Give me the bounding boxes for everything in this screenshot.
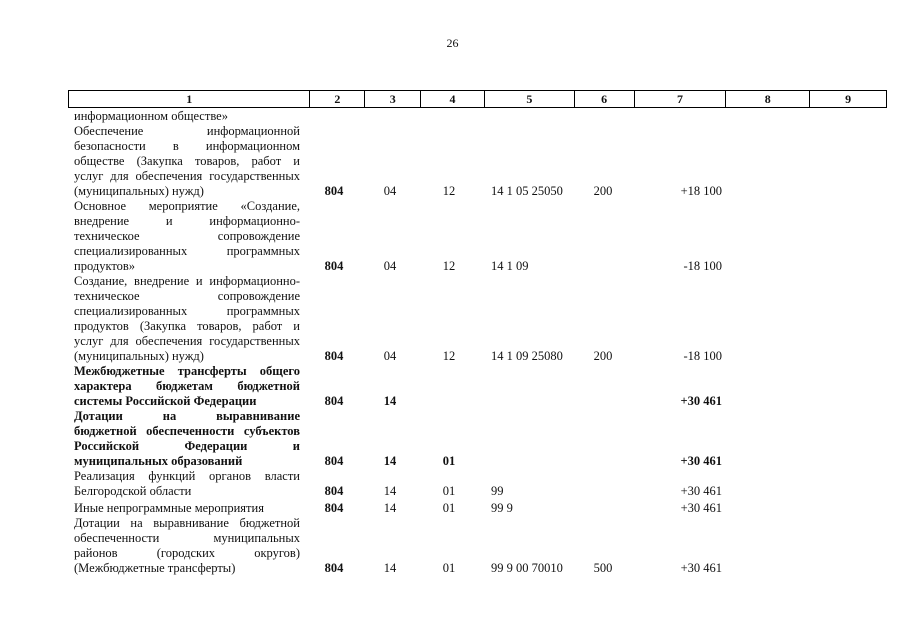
row-2-description (74, 124, 300, 199)
row-8-cell-3: 14 (383, 501, 397, 515)
description-line: (Межбюджетные трансферты) (74, 561, 236, 575)
description-line: Иные непрограммные мероприятия (74, 501, 264, 515)
row-3-cell-5: 14 1 09 (491, 259, 529, 273)
row-8-description (74, 501, 300, 516)
row-5-cell-2: 804 (324, 394, 344, 408)
row-7-cell-5: 99 (491, 484, 504, 498)
header-cell-4: 4 (421, 91, 485, 107)
description-line: Реализация функций органов власти (74, 469, 300, 483)
description-line: продуктов (Закупка товаров, работ и (74, 319, 300, 333)
row-6-cell-4: 01 (442, 454, 456, 468)
header-cell-3: 3 (365, 91, 421, 107)
description-line: системы Российской Федерации (74, 394, 257, 408)
row-4-cell-3: 04 (383, 349, 397, 363)
description-line: Основное мероприятие «Создание, (74, 199, 300, 213)
row-9-cell-2: 804 (324, 561, 344, 575)
header-cell-9: 9 (845, 92, 852, 106)
description-line: Межбюджетные трансферты общего (74, 364, 300, 378)
description-line: муниципальных образований (74, 454, 243, 468)
row-5-cell-3: 14 (383, 394, 397, 408)
row-7-cell-3: 14 (383, 484, 397, 498)
row-2-cell-3: 04 (383, 184, 397, 198)
row-4-cell-5: 14 1 09 25080 (491, 349, 563, 363)
row-9-cell-6: 500 (593, 561, 613, 575)
row-3-cell-7: -18 100 (683, 259, 722, 273)
description-line: обществе (Закупка товаров, работ и (74, 154, 300, 168)
row-9-cell-3: 14 (383, 561, 397, 575)
row-8-cell-4: 01 (442, 501, 456, 515)
description-line: техническое сопровождение (74, 229, 300, 243)
row-8-cell-7: +30 461 (680, 501, 722, 515)
row-2-cell-2: 804 (324, 184, 344, 198)
row-3-description (74, 199, 300, 274)
description-line: районов (городских округов) (74, 546, 300, 560)
description-line: информационном обществе» (74, 109, 228, 123)
row-7-description (74, 469, 300, 499)
row-6-cell-7: +30 461 (680, 454, 722, 468)
row-7-cell-2: 804 (324, 484, 344, 498)
row-6-cell-3: 14 (383, 454, 397, 468)
description-line: специализированных программных (74, 304, 300, 318)
row-2-cell-7: +18 100 (680, 184, 722, 198)
description-line: бюджетной обеспеченности субъектов (74, 424, 300, 438)
header-cell-5: 5 (485, 91, 575, 107)
row-4-cell-4: 12 (442, 349, 456, 363)
row-1-description (74, 109, 300, 124)
row-4-description (74, 274, 300, 364)
row-8-cell-2: 804 (324, 501, 344, 515)
row-3-cell-4: 12 (442, 259, 456, 273)
description-line: услуг для обеспечения государственных (74, 169, 300, 183)
row-4-cell-6: 200 (593, 349, 613, 363)
row-4-cell-7: -18 100 (683, 349, 722, 363)
row-5-cell-7: +30 461 (680, 394, 722, 408)
row-6-description (74, 409, 300, 469)
description-line: (муниципальных) нужд) (74, 184, 204, 198)
row-4-cell-2: 804 (324, 349, 344, 363)
description-line: Дотации на выравнивание (74, 409, 300, 423)
description-line: Обеспечение информационной (74, 124, 300, 138)
row-9-cell-5: 99 9 00 70010 (491, 561, 563, 575)
row-6-cell-2: 804 (324, 454, 344, 468)
description-line: безопасности в информационном (74, 139, 300, 153)
description-line: Создание, внедрение и информационно- (74, 274, 300, 288)
header-cell-7: 7 (635, 91, 727, 107)
row-3-cell-3: 04 (383, 259, 397, 273)
row-2-cell-5: 14 1 05 25050 (491, 184, 563, 198)
page-number: 26 (446, 36, 459, 50)
row-8-cell-5: 99 9 (491, 501, 513, 515)
description-line: внедрение и информационно- (74, 214, 300, 228)
row-7-cell-7: +30 461 (680, 484, 722, 498)
description-line: специализированных программных (74, 244, 300, 258)
row-5-description (74, 364, 300, 409)
row-9-description (74, 516, 300, 576)
row-9-cell-7: +30 461 (680, 561, 722, 575)
description-line: обеспеченности муниципальных (74, 531, 300, 545)
header-cell-1: 1 (69, 91, 310, 107)
row-7-cell-4: 01 (442, 484, 456, 498)
row-9-cell-4: 01 (442, 561, 456, 575)
description-line: техническое сопровождение (74, 289, 300, 303)
description-line: Российской Федерации и (74, 439, 300, 453)
header-cell-2: 2 (310, 91, 365, 107)
row-2-cell-6: 200 (593, 184, 613, 198)
description-line: продуктов» (74, 259, 136, 273)
description-line: услуг для обеспечения государственных (74, 334, 300, 348)
description-line: Дотации на выравнивание бюджетной (74, 516, 300, 530)
row-3-cell-2: 804 (324, 259, 344, 273)
row-2-cell-4: 12 (442, 184, 456, 198)
description-line: Белгородской области (74, 484, 192, 498)
description-line: характера бюджетам бюджетной (74, 379, 300, 393)
description-line: (муниципальных) нужд) (74, 349, 204, 363)
header-cell-8: 8 (726, 91, 810, 107)
header-cell-6: 6 (575, 91, 635, 107)
